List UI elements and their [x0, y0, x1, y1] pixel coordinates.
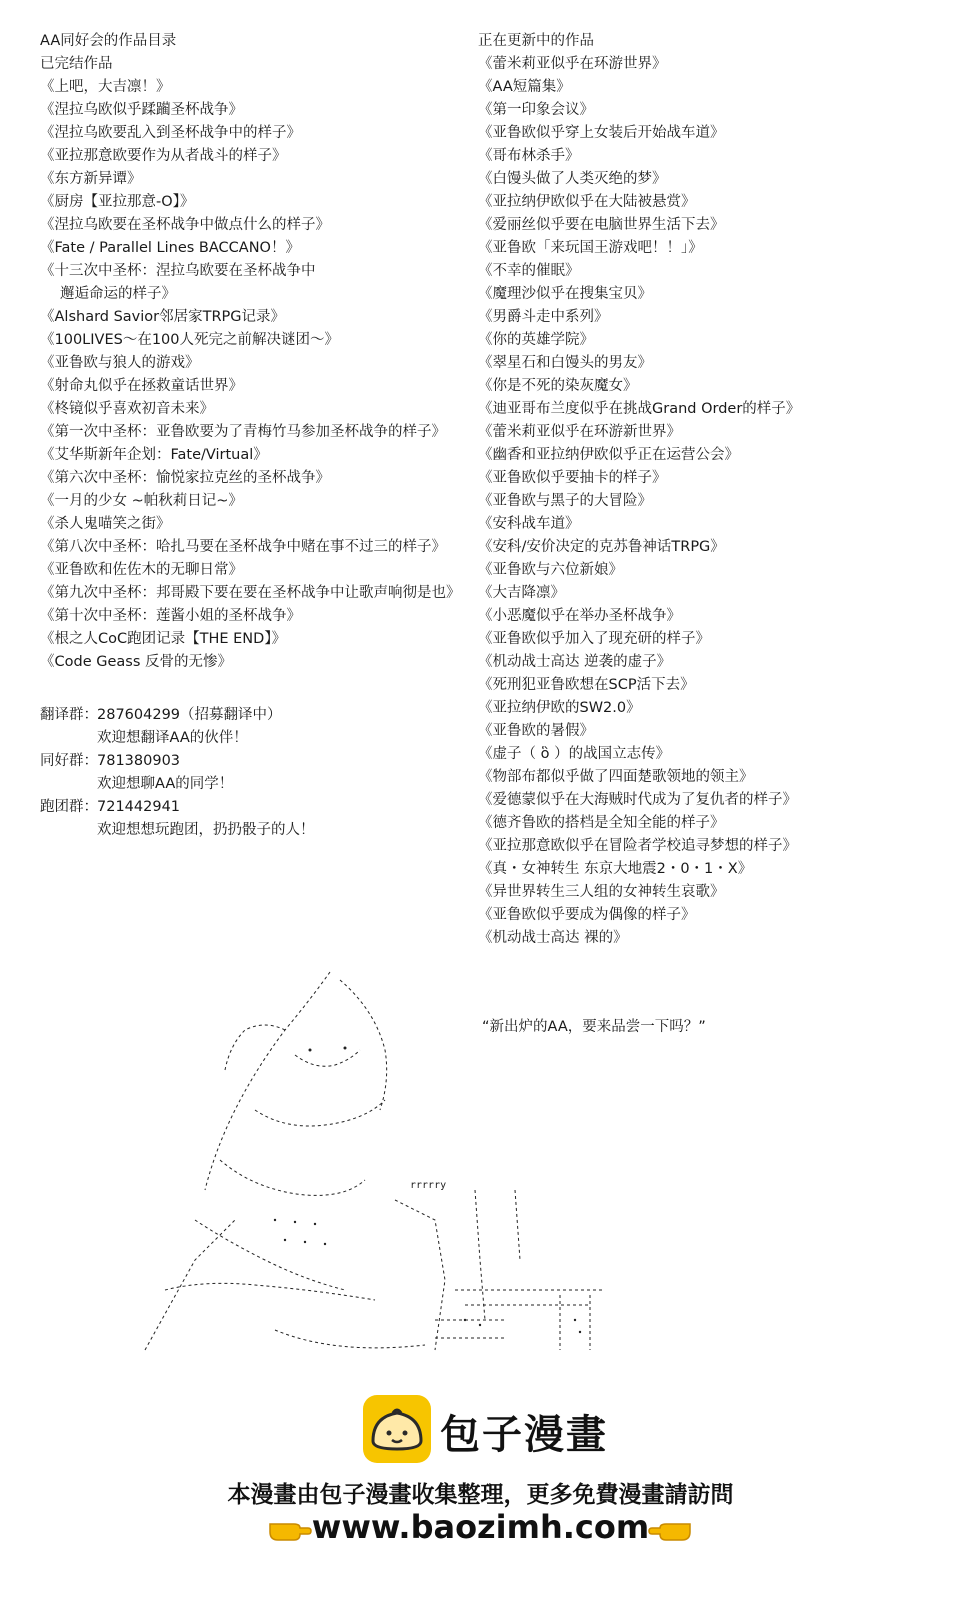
- work-title: 《亚鲁欧似乎加入了现充研的样子》: [478, 631, 710, 647]
- work-title: 《第九次中圣杯：邦哥殿下要在要在圣杯战争中让歌声响彻是也》: [40, 585, 461, 601]
- pointing-hand-icon: [648, 1512, 692, 1544]
- work-title: 《亚拉纳伊欧似乎在大陆被悬赏》: [478, 194, 696, 210]
- completed-works-list: [40, 76, 460, 674]
- work-title: 《你的英雄学院》: [478, 332, 594, 348]
- work-title: 《亚鲁欧与黑子的大冒险》: [478, 493, 652, 509]
- work-title: 《第六次中圣杯：愉悦家拉克丝的圣杯战争》: [40, 470, 330, 486]
- work-title: 《东方新异谭》: [40, 171, 142, 187]
- work-title: 《亚鲁欧与六位新娘》: [478, 562, 623, 578]
- work-title: 《根之人CoC跑团记录【THE END】》: [40, 631, 287, 647]
- completed-works-column: [40, 30, 460, 674]
- work-title: 《一月的少女 ~帕秋莉日记~》: [40, 493, 243, 509]
- group-row: [40, 796, 315, 819]
- brand-name: 包子漫畫: [440, 1412, 608, 1458]
- group-number: 721442941: [97, 799, 181, 815]
- work-title: 《涅拉乌欧要在圣杯战争中做点什么的样子》: [40, 217, 330, 233]
- group-desc: 欢迎想想玩跑团，扔扔骰子的人！: [97, 822, 315, 838]
- work-title: 邂逅命运的样子》: [60, 286, 176, 302]
- work-title: 《亚鲁欧「来玩国王游戏吧！！」》: [478, 240, 703, 256]
- completed-heading: 已完结作品: [40, 56, 113, 72]
- work-title: 《亚鲁欧似乎穿上女装后开始战车道》: [478, 125, 725, 141]
- work-title: 《物部布都似乎做了四面楚歌领地的领主》: [478, 769, 754, 785]
- work-title: 《亚鲁欧与狼人的游戏》: [40, 355, 200, 371]
- work-title: 《蕾米莉亚似乎在环游新世界》: [478, 424, 681, 440]
- work-title: 《亚拉那意欧要作为从者战斗的样子》: [40, 148, 287, 164]
- work-title: 《第一印象会议》: [478, 102, 594, 118]
- work-title: 《亚鲁欧和佐佐木的无聊日常》: [40, 562, 243, 578]
- brand-watermark: [0, 1395, 961, 1467]
- work-title: 《德齐鲁欧的搭档是全知全能的样子》: [478, 815, 725, 831]
- work-title: 《亚鲁欧似乎要成为偶像的样子》: [478, 907, 696, 923]
- work-title: 《机动战士高达 裸的》: [478, 930, 628, 946]
- work-title: 《第一次中圣杯：亚鲁欧要为了青梅竹马参加圣杯战争的样子》: [40, 424, 446, 440]
- group-label: 翻译群：: [40, 707, 98, 723]
- work-title: 《真・女神转生 东京大地震2・0・1・X》: [478, 861, 753, 877]
- work-title: 《涅拉乌欧要乱入到圣杯战争中的样子》: [40, 125, 301, 141]
- work-title: 《亚鲁欧的暑假》: [478, 723, 594, 739]
- work-title: 《杀人鬼喵笑之街》: [40, 516, 171, 532]
- work-title: 《安科战车道》: [478, 516, 580, 532]
- work-title: 《亚鲁欧似乎要抽卡的样子》: [478, 470, 667, 486]
- work-title: 《蕾米莉亚似乎在环游世界》: [478, 56, 667, 72]
- watermark-notice: 本漫畫由包子漫畫收集整理，更多免費漫畫請訪問: [227, 1482, 734, 1508]
- work-title: 《涅拉乌欧似乎蹂躏圣杯战争》: [40, 102, 243, 118]
- work-title: 《艾华斯新年企划：Fate/Virtual》: [40, 447, 268, 463]
- work-title: 《亚拉纳伊欧的SW2.0》: [478, 700, 641, 716]
- group-desc: 欢迎想聊AA的同学！: [97, 776, 234, 792]
- work-title: 《Fate / Parallel Lines BACCANO！》: [40, 240, 300, 256]
- art-sign-text: rrrrry: [410, 1180, 447, 1191]
- work-title: 《射命丸似乎在拯救童话世界》: [40, 378, 243, 394]
- work-title: 《机动战士高达 逆袭的虚子》: [478, 654, 672, 670]
- work-title: 《亚拉那意欧似乎在冒险者学校追寻梦想的样子》: [478, 838, 797, 854]
- work-title: 《迪亚哥布兰度似乎在挑战Grand Order的样子》: [478, 401, 801, 417]
- work-title: 《幽香和亚拉纳伊欧似乎正在运营公会》: [478, 447, 739, 463]
- watermark-url-bar: [0, 1508, 961, 1552]
- bun-logo-icon: [363, 1395, 431, 1463]
- work-title: 《男爵斗走中系列》: [478, 309, 609, 325]
- group-contacts: [40, 704, 315, 842]
- group-number: 287604299（招募翻译中）: [97, 707, 282, 723]
- group-row: [40, 704, 315, 727]
- work-title: 《魔理沙似乎在搜集宝贝》: [478, 286, 652, 302]
- ongoing-works-list: [478, 53, 948, 950]
- work-title: 《100LIVES～在100人死完之前解决谜团～》: [40, 332, 339, 348]
- art-quote: “新出炉的AA，要来品尝一下吗？”: [482, 1019, 706, 1035]
- group-label: 同好群：: [40, 753, 98, 769]
- work-title: 《你是不死的染灰魔女》: [478, 378, 638, 394]
- work-title: 《哥布林杀手》: [478, 148, 580, 164]
- work-title: 《第八次中圣杯：哈扎马要在圣杯战争中赌在事不过三的样子》: [40, 539, 446, 555]
- ongoing-works-column: [478, 30, 948, 950]
- work-title: 《Code Geass 反骨的无惨》: [40, 654, 232, 670]
- group-row: [40, 750, 315, 773]
- work-title: 《死刑犯亚鲁欧想在SCP活下去》: [478, 677, 695, 693]
- work-title: 《大吉降凛》: [478, 585, 565, 601]
- work-title: 《爱丽丝似乎要在电脑世界生活下去》: [478, 217, 725, 233]
- work-title: 《第十次中圣杯：莲酱小姐的圣杯战争》: [40, 608, 301, 624]
- work-title: 《厨房【亚拉那意-O】》: [40, 194, 195, 210]
- work-title: 《十三次中圣杯：涅拉乌欧要在圣杯战争中: [40, 263, 316, 279]
- work-title: 《上吧，大吉凛！》: [40, 79, 171, 95]
- work-title: 《柊镜似乎喜欢初音未来》: [40, 401, 214, 417]
- watermark-url[interactable]: www.baozimh.com: [311, 1508, 650, 1546]
- work-title: 《翠星石和白馒头的男友》: [478, 355, 652, 371]
- work-title: 《异世界转生三人组的女神转生哀歌》: [478, 884, 725, 900]
- work-title: 《AA短篇集》: [478, 79, 571, 95]
- work-title: 《虚子（ ὃ ）的战国立志传》: [478, 746, 671, 762]
- work-title: 《白馒头做了人类灭绝的梦》: [478, 171, 667, 187]
- work-title: 《小恶魔似乎在举办圣杯战争》: [478, 608, 681, 624]
- catalog-heading: AA同好会的作品目录: [40, 33, 177, 49]
- group-desc: 欢迎想翻译AA的伙伴！: [97, 730, 248, 746]
- ongoing-heading: 正在更新中的作品: [478, 33, 594, 49]
- group-label: 跑团群：: [40, 799, 98, 815]
- work-title: 《安科/安价决定的克苏鲁神话TRPG》: [478, 539, 725, 555]
- work-title: 《不幸的催眠》: [478, 263, 580, 279]
- work-title: 《Alshard Savior邻居家TRPG记录》: [40, 309, 286, 325]
- work-title: 《爱德蒙似乎在大海贼时代成为了复仇者的样子》: [478, 792, 797, 808]
- group-number: 781380903: [97, 753, 181, 769]
